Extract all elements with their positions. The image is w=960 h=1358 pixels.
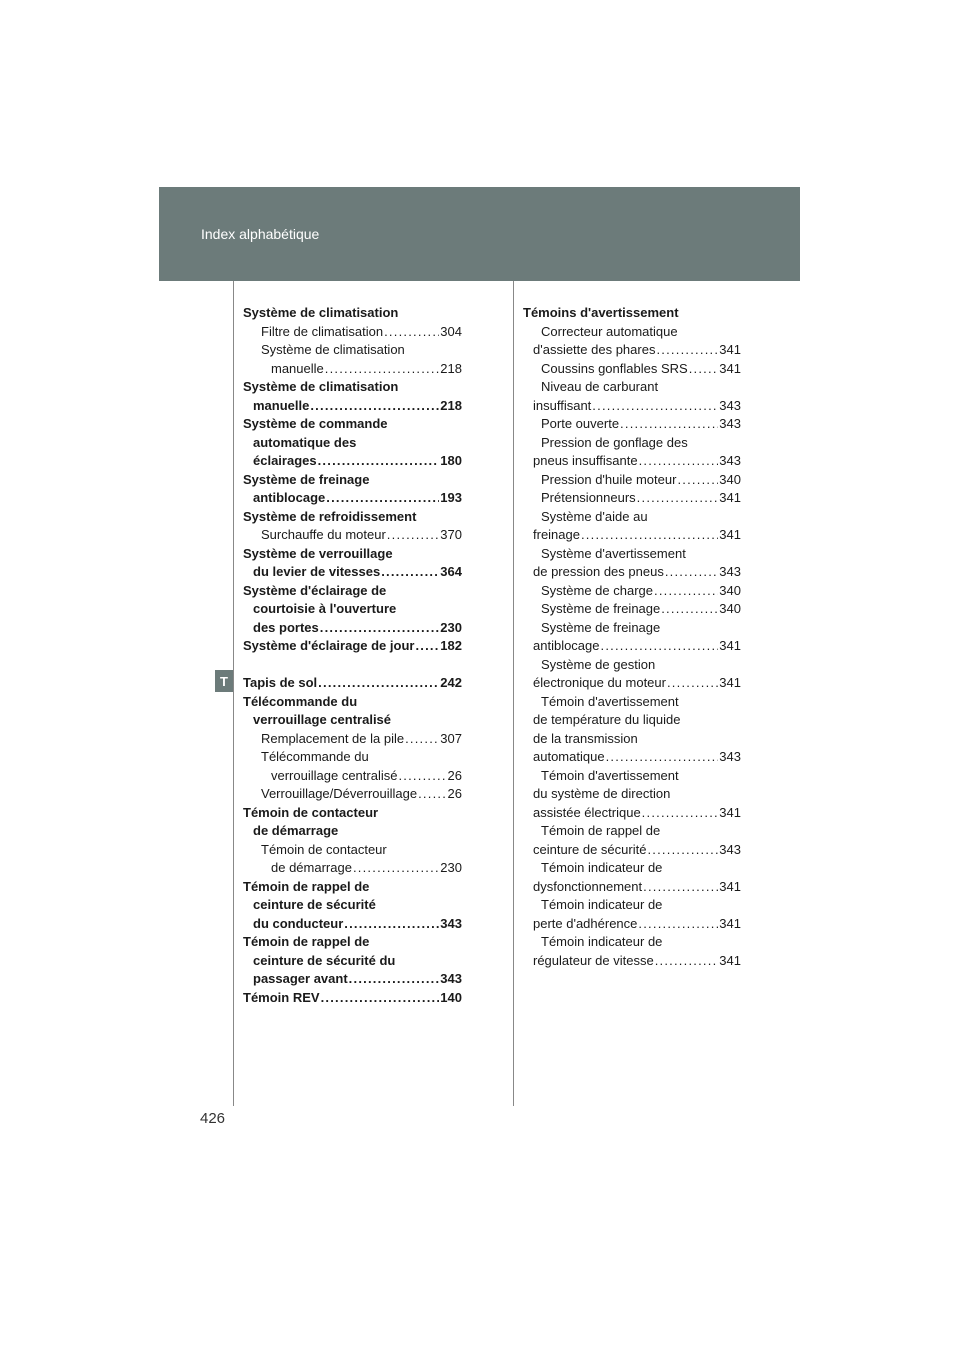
index-entry	[523, 674, 741, 693]
index-entry	[243, 841, 462, 860]
dot-leader	[325, 360, 440, 379]
index-entry	[243, 952, 462, 971]
index-entry	[243, 341, 462, 360]
dot-leader	[326, 489, 439, 508]
entry-text: Système de gestion	[541, 656, 656, 672]
entry-text: Témoin de rappel de	[243, 878, 370, 894]
dot-leader	[415, 637, 439, 656]
entry-text: d'assiette des phares	[533, 342, 656, 357]
dot-leader	[381, 563, 439, 582]
page-reference: 341	[719, 490, 741, 505]
entry-text: antiblocage	[533, 638, 600, 653]
entry-text: Système d'éclairage de	[243, 582, 387, 598]
index-entry	[243, 526, 462, 545]
entry-text: Témoin indicateur de	[541, 860, 663, 875]
dot-leader	[654, 582, 718, 601]
entry-text: manuelle	[253, 397, 310, 413]
index-entry	[243, 434, 462, 453]
entry-text: insuffisant	[533, 397, 592, 413]
entry-text: assistée électrique	[533, 804, 641, 820]
page-reference: 370	[440, 527, 462, 542]
index-entry	[243, 822, 462, 841]
entry-text: régulateur de vitesse	[533, 952, 654, 968]
index-entry	[523, 378, 741, 397]
index-entry	[243, 360, 462, 379]
index-entry	[243, 304, 462, 323]
index-entry	[243, 508, 462, 527]
index-entry	[243, 933, 462, 952]
dot-leader	[318, 674, 439, 693]
index-entry	[243, 989, 462, 1008]
index-entry	[523, 360, 741, 379]
page-reference: 180	[440, 453, 462, 468]
column-divider-left	[233, 281, 234, 1106]
index-entry	[523, 785, 741, 804]
entry-text: Témoin de rappel de	[541, 823, 661, 838]
page-reference: 341	[719, 915, 741, 931]
entry-text: automatique des	[253, 434, 357, 450]
index-entry	[243, 804, 462, 823]
column-divider-middle	[513, 281, 514, 1106]
dot-leader	[639, 452, 719, 471]
dot-leader	[581, 526, 718, 545]
entry-text: Télécommande du	[261, 749, 369, 764]
page-reference: 307	[440, 730, 462, 746]
page-reference: 26	[447, 767, 462, 783]
dot-leader	[349, 970, 440, 989]
page-reference: 193	[440, 490, 462, 505]
entry-text: Système d'aide au	[541, 508, 648, 524]
dot-leader	[655, 952, 719, 971]
entry-text: Système d'éclairage de jour	[243, 638, 415, 653]
index-entry	[523, 582, 741, 601]
page-reference: 343	[719, 564, 741, 579]
index-entry	[523, 767, 741, 786]
index-entry	[243, 415, 462, 434]
index-entry	[523, 933, 741, 952]
page-reference: 343	[719, 749, 741, 764]
page-reference: 343	[440, 971, 462, 986]
page-reference: 343	[719, 841, 741, 857]
index-entry	[523, 415, 741, 434]
index-entry	[243, 878, 462, 897]
index-entry	[523, 804, 741, 823]
index-column-right	[523, 304, 741, 970]
page-reference: 341	[719, 675, 741, 690]
index-entry	[243, 619, 462, 638]
entry-text: Système de climatisation	[261, 342, 405, 357]
page-reference: 140	[440, 989, 462, 1005]
entry-text: de pression des pneus	[533, 564, 664, 579]
entry-text: Porte ouverte	[541, 416, 620, 431]
entry-text: ceinture de sécurité	[253, 897, 376, 912]
index-entry	[243, 693, 462, 712]
page-reference: 364	[440, 564, 462, 579]
dot-leader	[661, 600, 718, 619]
index-entry	[523, 878, 741, 897]
page-reference: 340	[719, 601, 741, 616]
index-entry	[243, 397, 462, 416]
index-entry	[523, 471, 741, 490]
entry-text: Correcteur automatique	[541, 323, 678, 339]
index-entry	[523, 397, 741, 416]
index-entry	[243, 711, 462, 730]
index-entry	[243, 452, 462, 471]
index-entry	[523, 822, 741, 841]
entry-text: pneus insuffisante	[533, 453, 638, 468]
index-entry	[243, 896, 462, 915]
index-entry	[243, 471, 462, 490]
index-entry	[523, 859, 741, 878]
entry-text: du conducteur	[253, 915, 344, 931]
page-reference: 343	[719, 416, 741, 431]
index-entry	[523, 341, 741, 360]
dot-leader	[405, 730, 439, 749]
page-reference: 341	[719, 804, 741, 820]
index-entry	[523, 915, 741, 934]
index-entry	[243, 674, 462, 693]
page-reference: 230	[440, 860, 462, 875]
index-entry	[523, 452, 741, 471]
index-entry	[523, 952, 741, 971]
index-entry	[243, 767, 462, 786]
entry-text: Pression d'huile moteur	[541, 471, 677, 487]
page-reference: 341	[719, 342, 741, 357]
entry-text: Témoin d'avertissement	[541, 767, 679, 783]
dot-leader	[665, 563, 718, 582]
index-entry	[523, 563, 741, 582]
entry-text: Système de verrouillage	[243, 545, 393, 561]
entry-text: Filtre de climatisation	[261, 323, 384, 339]
index-entry	[523, 304, 741, 323]
index-entry	[523, 656, 741, 675]
dot-leader	[320, 619, 440, 638]
header-title: Index alphabétique	[201, 226, 320, 242]
entry-text: Système de commande	[243, 416, 388, 431]
entry-text: Système de freinage	[541, 619, 661, 635]
index-entry	[523, 896, 741, 915]
entry-text: Témoin indicateur de	[541, 934, 663, 949]
dot-leader	[643, 878, 718, 897]
page-reference: 343	[719, 453, 741, 468]
page-reference: 341	[719, 527, 741, 542]
index-entry	[523, 323, 741, 342]
index-entry	[523, 730, 741, 749]
index-entry	[243, 323, 462, 342]
entry-text: de démarrage	[271, 860, 352, 875]
page-reference: 341	[719, 638, 741, 653]
entry-text: dysfonctionnement	[533, 878, 643, 894]
entry-text: Système de refroidissement	[243, 508, 417, 524]
entry-text: verrouillage centralisé	[271, 767, 398, 783]
index-entry	[243, 582, 462, 601]
dot-leader	[647, 841, 718, 860]
page-reference: 343	[719, 397, 741, 413]
entry-text: Prétensionneurs	[541, 490, 636, 505]
page-reference: 340	[719, 582, 741, 598]
entry-text: Témoin de contacteur	[243, 804, 379, 820]
section-gap	[243, 656, 462, 675]
dot-leader	[398, 767, 446, 786]
dot-leader	[689, 360, 719, 379]
dot-leader	[677, 471, 718, 490]
entry-text: Verrouillage/Déverrouillage	[261, 786, 418, 801]
entry-text: Surchauffe du moteur	[261, 527, 386, 542]
entry-text: de la transmission	[533, 730, 638, 746]
entry-text: électronique du moteur	[533, 675, 666, 690]
index-entry	[243, 637, 462, 656]
page-reference: 343	[440, 915, 462, 931]
index-entry	[523, 508, 741, 527]
index-entry	[243, 859, 462, 878]
dot-leader	[642, 804, 719, 823]
entry-text: Tapis de sol	[243, 675, 318, 690]
entry-text: ceinture de sécurité du	[253, 952, 396, 968]
index-entry	[523, 434, 741, 453]
index-entry	[523, 841, 741, 860]
dot-leader	[656, 341, 718, 360]
entry-text: antiblocage	[253, 490, 326, 505]
page-reference: 341	[719, 878, 741, 894]
index-entry	[243, 785, 462, 804]
index-entry	[243, 489, 462, 508]
dot-leader	[384, 323, 439, 342]
entry-text: Système de charge	[541, 582, 654, 598]
index-entry	[243, 970, 462, 989]
page-reference: 218	[440, 397, 462, 413]
entry-text: Système de freinage	[243, 471, 370, 487]
index-entry	[243, 600, 462, 619]
index-letter-tab: T	[215, 670, 233, 692]
entry-text: Témoin de contacteur	[261, 841, 387, 857]
index-entry	[243, 545, 462, 564]
entry-text: passager avant	[253, 971, 348, 986]
index-entry	[243, 563, 462, 582]
dot-leader	[387, 526, 440, 545]
page-reference: 218	[440, 360, 462, 376]
page-reference: 230	[440, 619, 462, 635]
page-number: 426	[200, 1110, 226, 1127]
entry-text: Système d'avertissement	[541, 545, 686, 561]
index-entry	[243, 748, 462, 767]
entry-text: freinage	[533, 527, 580, 542]
page-reference: 341	[719, 360, 741, 376]
entry-text: perte d'adhérence	[533, 915, 638, 931]
dot-leader	[620, 415, 718, 434]
dot-leader	[344, 915, 439, 934]
index-column-left	[243, 304, 462, 1007]
index-entry	[523, 619, 741, 638]
index-entry	[243, 730, 462, 749]
page-reference: 341	[719, 952, 741, 968]
page-header	[159, 187, 800, 281]
dot-leader	[638, 915, 718, 934]
entry-text: Témoin REV	[243, 989, 320, 1005]
entry-text: éclairages	[253, 453, 317, 468]
dot-leader	[418, 785, 446, 804]
index-entry	[523, 637, 741, 656]
dot-leader	[592, 397, 718, 416]
index-entry	[243, 378, 462, 397]
entry-text: de démarrage	[253, 823, 339, 838]
page-reference: 26	[447, 786, 462, 801]
index-entry	[523, 526, 741, 545]
entry-text: du système de direction	[533, 786, 671, 801]
dot-leader	[321, 989, 440, 1008]
index-entry	[523, 693, 741, 712]
entry-text: Témoin d'avertissement	[541, 693, 679, 709]
entry-text: Pression de gonflage des	[541, 434, 688, 450]
dot-leader	[318, 452, 440, 471]
index-entry	[523, 711, 741, 730]
entry-text: Remplacement de la pile	[261, 730, 405, 746]
dot-leader	[310, 397, 439, 416]
dot-leader	[637, 489, 719, 508]
entry-text: Système de climatisation	[243, 305, 399, 320]
dot-leader	[601, 637, 719, 656]
entry-text: Témoin indicateur de	[541, 897, 663, 912]
page-reference: 182	[440, 638, 462, 653]
entry-text: Coussins gonflables SRS	[541, 360, 688, 376]
entry-text: Témoins d'avertissement	[523, 305, 679, 320]
index-entry	[243, 915, 462, 934]
entry-text: Système de climatisation	[243, 379, 399, 394]
dot-leader	[667, 674, 718, 693]
index-entry	[523, 545, 741, 564]
entry-text: Niveau de carburant	[541, 379, 659, 394]
entry-text: Télécommande du	[243, 693, 358, 709]
entry-text: de température du liquide	[533, 712, 681, 727]
dot-leader	[606, 748, 719, 767]
page-reference: 304	[440, 323, 462, 339]
entry-text: ceinture de sécurité	[533, 841, 647, 857]
entry-text: Système de freinage	[541, 601, 661, 616]
entry-text: des portes	[253, 619, 319, 635]
index-entry	[523, 489, 741, 508]
entry-text: Témoin de rappel de	[243, 934, 370, 949]
entry-text: manuelle	[271, 360, 324, 376]
page-reference: 340	[719, 471, 741, 487]
page-reference: 242	[440, 675, 462, 690]
entry-text: verrouillage centralisé	[253, 712, 392, 727]
dot-leader	[353, 859, 439, 878]
entry-text: automatique	[533, 749, 605, 764]
entry-text: du levier de vitesses	[253, 564, 381, 579]
index-entry	[523, 748, 741, 767]
index-entry	[523, 600, 741, 619]
entry-text: courtoisie à l'ouverture	[253, 601, 397, 616]
